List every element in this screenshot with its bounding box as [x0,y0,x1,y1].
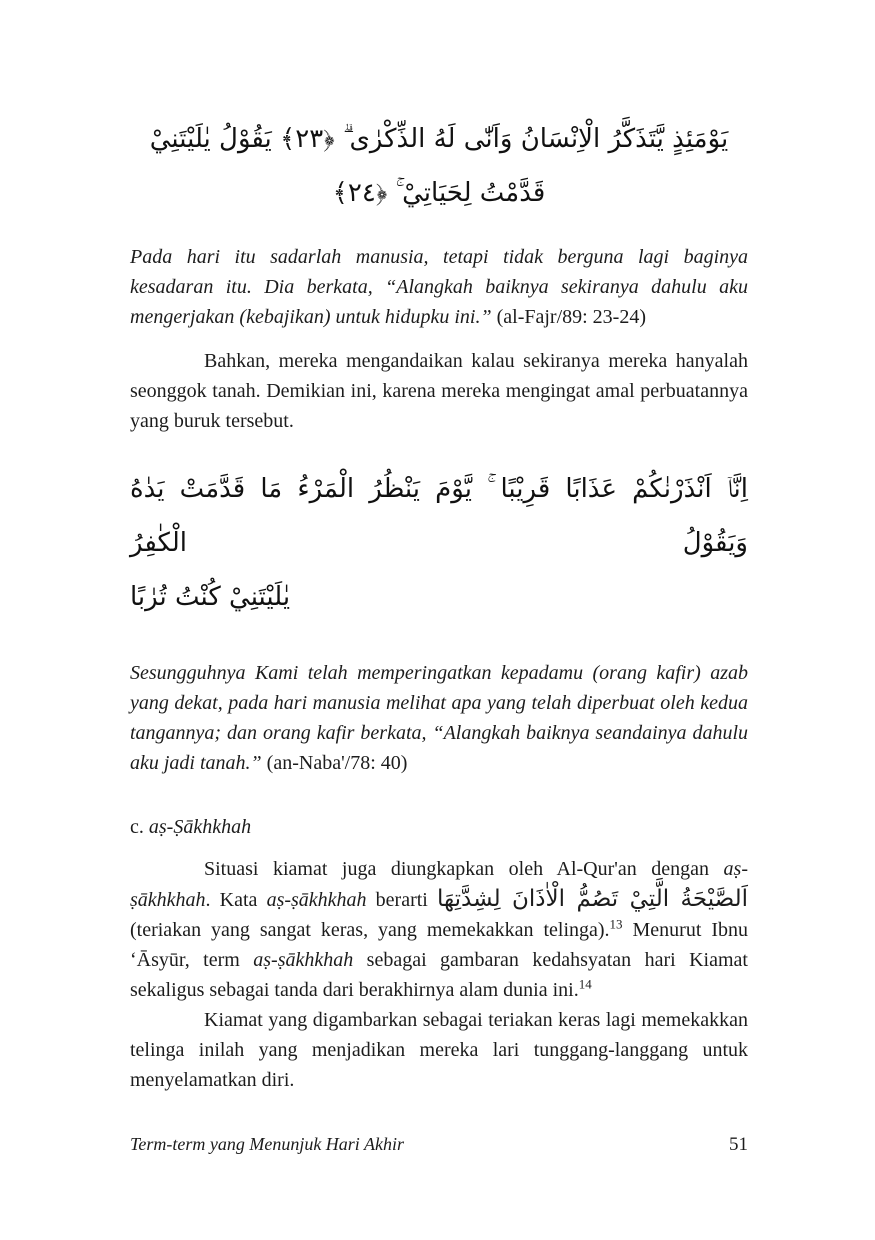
verse-line: يَوْمَئِذٍ يَّتَذَكَّرُ الْاِنْسَانُ وَاَنّٰى لَهُ الذِّكْرٰى ۗ ﴿٢٣﴾ يَقُوْلُ يٰلَيْتَنِيْ [149,124,729,154]
page-number: 51 [729,1134,748,1155]
text-segment: aṣ-ṣākhkhah [130,858,748,911]
text-segment: Menurut Ibnu ‘Āsyūr, term [130,919,748,971]
text-segment: aṣ-Ṣākhkhah [148,816,252,838]
text-segment: c. [130,816,149,838]
running-footer [130,1129,748,1160]
inline-arabic-phrase: اَلصَّيْحَةُ الَّتِيْ تَصُمُّ الْاٰذَانَ لِشِدَّتِهَا [436,886,748,912]
body-paragraph-kiamat: Kiamat yang digambarkan sebagai teriakan keras lagi memekakkan telinga inilah yang menjadikan mereka lari tunggang-langgang untuk menyelamatkan diri. [130,1009,748,1091]
verse-line: اِنَّاۤ اَنْذَرْنٰكُمْ عَذَابًا قَرِيْبًا ۚ يَّوْمَ يَنْظُرُ الْمَرْءُ مَا قَدَّمَتْ يَدٰهُ وَيَقُوْلُ الْكٰفِرُ [130,474,748,558]
footnote-ref: 13 [609,916,623,932]
text-segment: aṣ-ṣākhkhah [266,889,367,911]
text-segment: sebagai gambaran kedahsyatan hari Kiamat sekaligus sebagai tanda dari berakhirnya alam dunia ini. [130,949,748,1001]
running-footer-title: Term-term yang Menunjuk Hari Akhir [130,1134,404,1154]
body-paragraph-tanah: Bahkan, mereka mengandaikan kalau sekiranya mereka hanyalah seonggok tanah. Demikian ini, karena mereka mengingat amal perbuatannya yang buruk tersebut. [130,350,748,432]
translation-an-naba [130,658,748,778]
text-segment: (an-Naba'/78: 40) [266,752,408,774]
translation-al-fajr [130,242,748,332]
text-segment: aṣ-ṣākhkhah [253,949,354,971]
verse-line: يٰلَيْتَنِيْ كُنْتُ تُرٰبًا [130,582,291,612]
text-segment: . Kata [205,889,267,911]
text-segment: Situasi kiamat juga diungkapkan oleh Al-Qur'an dengan [204,858,724,880]
footnote-ref: 14 [578,976,592,992]
verse-line: قَدَّمْتُ لِحَيَاتِيْ ۚ ﴿٢٤﴾ [332,178,546,208]
section-heading-sakhkhah [130,812,748,842]
text-segment: (al-Fajr/89: 23-24) [496,306,646,328]
text-segment: berarti [366,889,437,911]
text-segment: (teriakan yang sangat keras, yang memekakkan telinga). [130,919,610,941]
body-paragraph-sakhkhah [130,854,748,1005]
text-segment: Sesungguhnya Kami telah memperingatkan kepadamu (orang kafir) azab yang dekat, pada hari manusia melihat apa yang telah diperbuat oleh kedua tangannya; dan orang kafir berkata, “Alangkah baiknya seandainya dahulu aku jadi tanah.” [130,662,748,774]
quran-verse-an-naba [130,462,748,624]
quran-verse-al-fajr [130,112,748,220]
text-segment: Pada hari itu sadarlah manusia, tetapi tidak berguna lagi baginya kesadaran itu. Dia berkata, “Alangkah baiknya sekiranya dahulu aku mengerjakan (kebajikan) untuk hidupku ini.” [130,246,748,328]
